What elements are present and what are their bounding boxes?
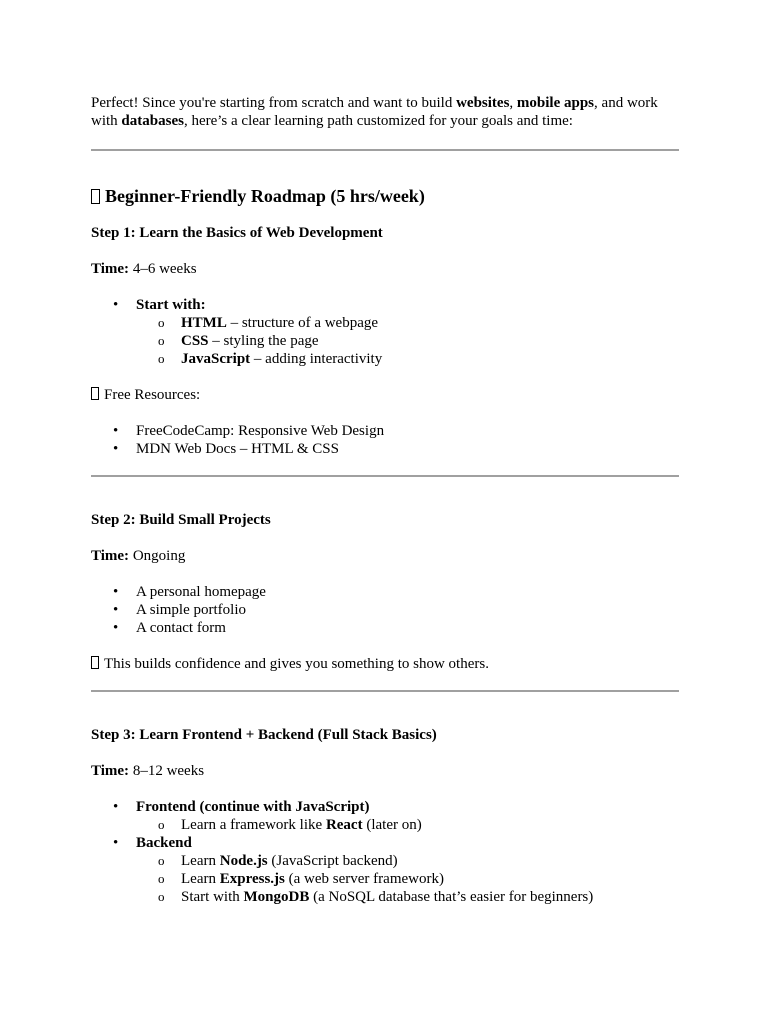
intro-text: , here’s a clear learning path customized for your goals and time: (183, 113, 573, 129)
sublist-item-bold: JavaScript (181, 351, 251, 367)
sublist-item-bold: Node.js (219, 853, 268, 869)
missing-glyph-icon (91, 387, 99, 400)
roadmap-heading (91, 185, 679, 207)
sublist-item-text: (JavaScript backend) (267, 853, 398, 869)
frontend-sublist (136, 816, 679, 834)
document-page (91, 94, 679, 924)
time-label: Time: (91, 763, 130, 779)
horizontal-rule (91, 475, 679, 477)
sublist-item-bold: Express.js (219, 871, 285, 887)
step3-time (91, 762, 679, 780)
backend-sublist (136, 852, 679, 906)
step1-title: Step 1: Learn the Basics of Web Development (91, 225, 383, 241)
sublist-item-text: (a NoSQL database that’s easier for beginners) (309, 889, 594, 905)
horizontal-rule (91, 690, 679, 692)
sublist-item (91, 852, 679, 870)
sublist-item-bold: CSS (181, 333, 209, 349)
step1-list (91, 296, 679, 368)
time-value: Ongoing (129, 548, 186, 564)
intro-mobile-apps: mobile apps (516, 95, 595, 111)
roadmap-title: Beginner-Friendly Roadmap (5 hrs/week) (105, 186, 425, 206)
time-label: Time: (91, 548, 130, 564)
sublist-item (91, 816, 679, 834)
step2-list (91, 583, 679, 637)
sublist-item-text: Start with (181, 889, 244, 905)
sublist-item-text: – adding interactivity (250, 351, 383, 367)
sublist-item-bold: React (325, 817, 363, 833)
sublist-item-text: – structure of a webpage (226, 315, 379, 331)
list-item: • A contact form (91, 619, 679, 637)
time-label: Time: (91, 261, 130, 277)
sublist-item (91, 870, 679, 888)
resources-label-text: Free Resources: (104, 387, 201, 403)
frontend-label: Frontend (continue with JavaScript) (136, 799, 370, 815)
list-item (91, 798, 679, 834)
missing-glyph-icon (91, 189, 100, 204)
list-item: • A personal homepage (91, 583, 679, 601)
step2-title: Step 2: Build Small Projects (91, 512, 271, 528)
intro-text: Perfect! Since you're starting from scratch and want to build (91, 95, 457, 111)
sublist-item (91, 888, 679, 906)
sublist-item-text: Learn (181, 853, 220, 869)
step1-sublist (136, 314, 679, 368)
sublist-item-text: (a web server framework) (284, 871, 444, 887)
sublist-item-text: Learn (181, 871, 220, 887)
step1-time (91, 260, 679, 278)
step3-list (91, 798, 679, 906)
sublist-item (91, 332, 679, 350)
resources-label (91, 386, 679, 404)
backend-label: Backend (136, 835, 192, 851)
sublist-item (91, 314, 679, 332)
intro-text: , and work with (91, 95, 658, 129)
list-item: • MDN Web Docs – HTML & CSS (91, 440, 679, 458)
sublist-item-bold: MongoDB (243, 889, 310, 905)
intro-websites: websites (456, 95, 510, 111)
intro-text: , (509, 95, 517, 111)
resources-list (91, 422, 679, 458)
step2-time (91, 547, 679, 565)
intro-databases: databases (121, 113, 184, 129)
note-text: This builds confidence and gives you something to show others. (104, 656, 489, 672)
step2-note (91, 655, 679, 673)
list-item (91, 296, 679, 368)
list-item: • FreeCodeCamp: Responsive Web Design (91, 422, 679, 440)
intro-paragraph (91, 94, 679, 130)
horizontal-rule (91, 149, 679, 151)
missing-glyph-icon (91, 656, 99, 669)
list-item (91, 834, 679, 906)
sublist-item-text: (later on) (362, 817, 422, 833)
sublist-item-bold: HTML (181, 315, 227, 331)
time-value: 4–6 weeks (129, 261, 197, 277)
list-item: • A simple portfolio (91, 601, 679, 619)
sublist-item-text: Learn a framework like (181, 817, 326, 833)
sublist-item-text: – styling the page (208, 333, 319, 349)
sublist-item (91, 350, 679, 368)
time-value: 8–12 weeks (129, 763, 205, 779)
start-with-label: Start with: (136, 297, 206, 313)
step3-title: Step 3: Learn Frontend + Backend (Full Stack Basics) (91, 727, 437, 743)
